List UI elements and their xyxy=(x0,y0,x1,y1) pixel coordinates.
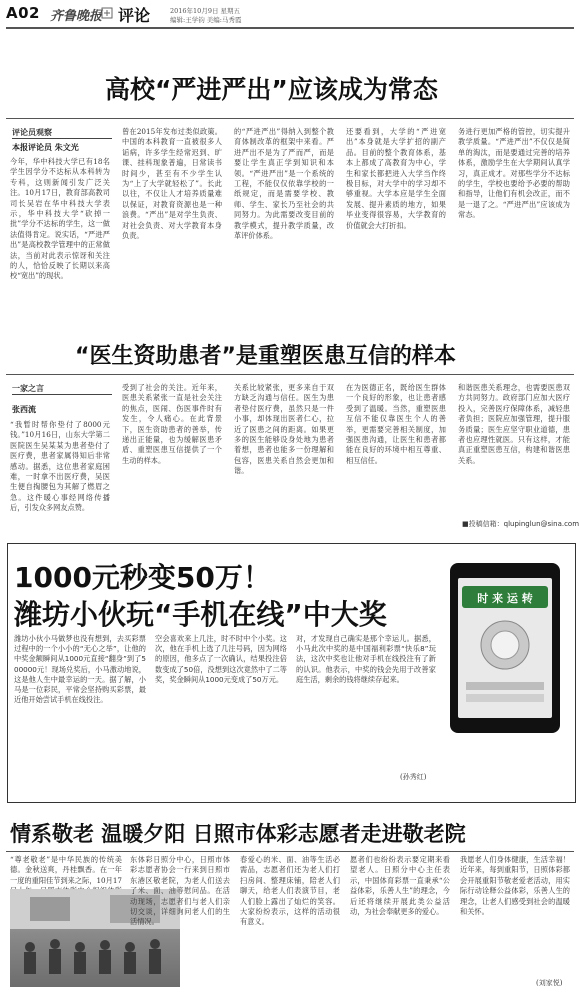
byline-2: 张西流 xyxy=(12,404,36,414)
header-rule xyxy=(6,27,574,29)
article2-col-5: 和谐医患关系理念，也需要医患双方共同努力。政府部门应加大医疗投入，完善医疗保障体系，减轻患者负担；医院应加强管理，提升服务质量；医生应坚守职业道德，患者也应理性就医。只有这样，才能真正重塑医患互信，构建和谐医患关系。 xyxy=(458,383,570,465)
submission-email: ■投稿信箱：qlupinglun@sina.com xyxy=(462,520,580,528)
headline-2: “医生资助患者”是重塑医患互信的样本 xyxy=(75,344,456,369)
article3-col-4: 愿者们也纷纷表示要定期来看望老人。日照分中心主任表示，中国体育彩票一直秉承“公益体彩，乐善人生”的理念，今后还将继续开展此类公益活动，为社会奉献更多的爱心。 xyxy=(350,855,450,917)
article3-col-2: 东体彩日照分中心，日照市体彩志愿者协会一行来到日照市东港区敬老院，为老人们送去了米、面、油等慰问品。在活动现场，志愿者们与老人们亲切交谈，详细询问老人们的生活情况。 xyxy=(130,855,230,927)
lottery-ball-icon xyxy=(478,618,532,672)
phone-title: 时 来 运 转 xyxy=(477,592,533,605)
article2-rule xyxy=(6,374,574,375)
column-tag-2: 一家之言 xyxy=(12,383,112,395)
article2-col-4: 在为医德正名，既给医生群体一个良好的形象，也让患者感受到了温暖。当然，重塑医患互信不能仅靠医生个人的善举，更需要完善相关制度，加强医患沟通，让医生和患者都能在良好的环境中相互尊重、相互信任。 xyxy=(346,383,446,465)
promo-col-2: 空会喜欢来上几注，时不时中个小奖。这次，他在手机上选了几注号码，因为网络的原因，他多点了一次确认，结果投注倍数变成了50倍，没想到这次竟然中了二等奖，奖金瞬间从1000元变成了50万元。 xyxy=(155,634,287,684)
article3-rule xyxy=(6,851,574,852)
issue-date: 2016年10月9日 星期五 xyxy=(170,7,241,15)
article1-col-4: 还要看到，大学的“严进宽出”本身就是大学扩招的副产品。目前的整个教育体系，基本上都成了高教育为中心，学生和家长都把进入大学当作终极目标，对大学中的学习却不够重视。大学本应是学生全面发展、提升素质的地方，如果毕业变得很容易，大学教育的价值就会大打折扣。 xyxy=(346,127,446,230)
headline-3: 情系敬老 温暖夕阳 日照市体彩志愿者走进敬老院 xyxy=(10,822,466,846)
article2-col-3: 关系比较紧张，更多来自于双方缺乏沟通与信任。医生为患者垫付医疗费，虽然只是一件小事，却体现出医者仁心，拉近了医患之间的距离。如果更多的医生能够设身处地为患者着想，患者也能多一份理解和包容，医患关系自然会更加和谐。 xyxy=(234,383,334,476)
promo-col-1: 潍坊小伙小马做梦也没有想到，去买彩票过程中的一个小小的“无心之举”，让他的中奖金额瞬间从1000元直接“翻身”到了500000元！现场兑奖后，小马激动地说，这是他人生中最幸运的一天。据了解，小马是一位彩民，平常会坚持购买彩票，最近他开始尝试手机在线投注。 xyxy=(14,634,146,705)
promo-credit: (孙秀红) xyxy=(400,773,427,781)
phone-screen xyxy=(458,578,552,718)
promo-col-3: 对，才发现自己确实是那个幸运儿。据悉，小马此次中奖的是中国福利彩票“快乐8”玩法，这次中奖也让他对手机在线投注有了新的认识。他表示，中奖的钱会先用于改善家庭生活，剩余的钱将继续存起来。 xyxy=(296,634,436,684)
seal-icon xyxy=(101,7,113,19)
byline: 本报评论员 朱文光 xyxy=(12,142,79,152)
article3-col-3: 春爱心的米、面、油等生活必需品，志愿者们还为老人们打扫房间、整理床铺，陪老人们聊天，给老人们表演节目，老人们脸上露出了灿烂的笑容。大家纷纷表示，这样的活动很有意义。 xyxy=(240,855,340,927)
article3-col-5: 我愿老人们身体健康，生活幸福！近年来，每到重阳节，日照体彩都会开展重阳节敬老爱老活动，用实际行动诠释公益体彩，乐善人生的理念，让老人们感受到社会的温暖和关怀。 xyxy=(460,855,570,917)
column-tag: 评论员观察 xyxy=(12,127,112,139)
email-text: 投稿信箱：qlupinglun@sina.com xyxy=(468,520,580,528)
page-number: A02 xyxy=(6,4,40,22)
article2-col-1: “我暂时帮你垫付了8000元钱。”10月16日，山东大学第二医院医生吴某某为患者垫付了医疗费，患者家属得知后非常感动。据悉，这位患者家庭困难，一时拿不出医疗费，吴医生便自掏腰包为其解了燃眉之急。这件暖心事经网络传播后，引发众多网友点赞。 xyxy=(10,420,110,513)
article1-col-2: 曾在2015年发布过类似政策。中国的本科教育一直被很多人诟病，许多学生经常迟到、旷课、挂科现象普遍，日常读书时间少，甚至有不少学生认为“上了大学就轻松了”。长此以往，不仅让人才培养质量难以保证，对教育资源也是一种浪费。“严出”是对学生负责、对社会负责、对大学教育本身负责。 xyxy=(122,127,222,241)
article2-col-2: 受到了社会的关注。近年来，医患关系紧张一直是社会关注的焦点，医闹、伤医事件时有发生，令人痛心。在此背景下，医生资助患者的善举，传递出正能量，也为缓解医患矛盾、重塑医患互信提供了一个生动的样本。 xyxy=(122,383,222,465)
headline-1: 高校“严进严出”应该成为常态 xyxy=(105,75,438,104)
promo-title-1: 1000元秒变50万！ xyxy=(14,561,271,594)
editors-line: 编辑:王学钧 美编:马秀霞 xyxy=(170,16,242,24)
article1-col-5: 务进行更加严格的管控，切实提升教学质量。“严进严出”不仅仅是简单的淘汰，而是要通过完善的培养体系，激励学生在大学期间认真学习，真正成才。对那些学分不达标的学生，学校也要给予必要的帮助和指导，让他们有机会改正，而不是一退了之。“严进严出”应该成为常态。 xyxy=(458,127,570,220)
article1-col-3: 的“严进严出”得纳入到整个教育体制改革的框架中来看。严进严出不是为了严而严，而是要让学生真正学到知识和本领。“严进严出”是一个系统的工程，不能仅仅依靠学校的一纸规定，而是需要学校、教师、学生、家长乃至社会的共同努力。为此需要改变目前的教学模式，提升教学质量，改革评价体系。 xyxy=(234,127,334,241)
masthead-logo: 齐鲁晚报 xyxy=(50,9,103,24)
promo-title-2: 潍坊小伙玩“手机在线”中大奖 xyxy=(14,598,387,631)
article1-rule xyxy=(6,118,574,119)
article1-col-1: 今年，华中科技大学已有18名学生因学分不达标从本科转为专科，这则新闻引发广泛关注。10月17日，教育部高教司司长吴岩在华中科技大学表示，华中科技大学“砍掉一批”学分不达标的学生，这一做法值得肯定。说实话，“严进严出”是高校教学管理中的正常做法，当前对此表示惊讶和关注的人，恰恰反映了长期以来高校“宽出”的现状。 xyxy=(10,157,110,281)
section-name: 评论 xyxy=(118,6,151,25)
article3-col-1: “尊老敬老”是中华民族的传统美德。金秋送爽，丹桂飘香。在一年一度的重阳佳节到来之际，10月17 xyxy=(10,855,122,885)
article3-credit: (刘家悦) xyxy=(536,979,563,987)
